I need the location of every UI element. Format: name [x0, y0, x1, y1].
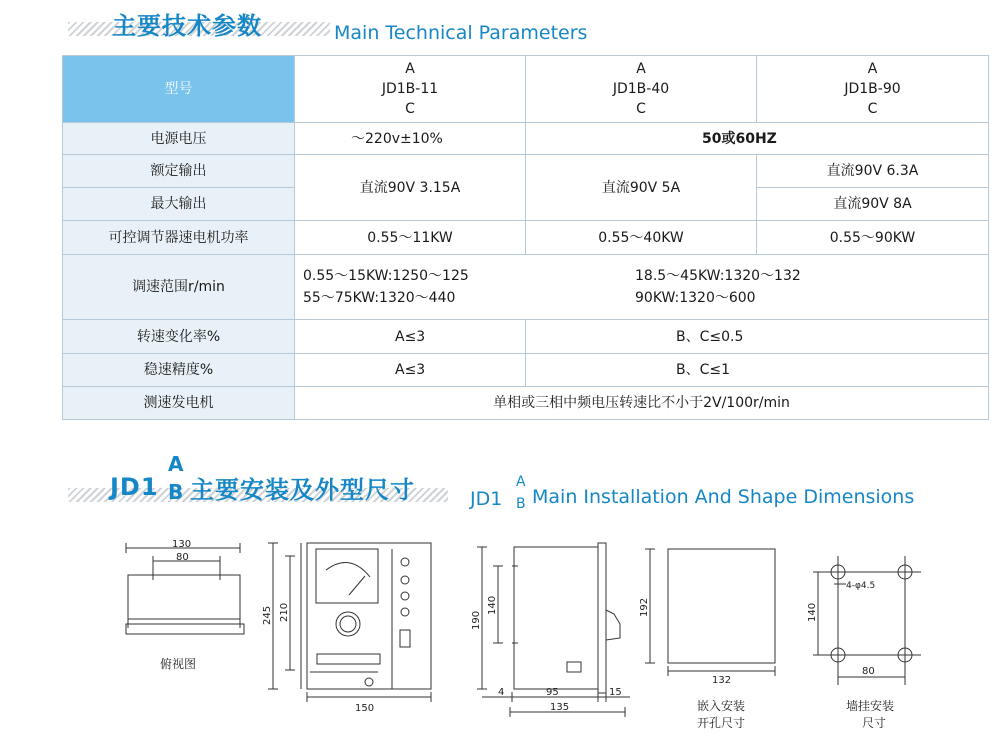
model-name: JD1B-90 [844, 81, 901, 97]
section2-title-en-prefix: JD1 [470, 488, 503, 510]
model-top: A [867, 61, 878, 77]
top-width-outer: 130 [172, 539, 192, 550]
power-frequency-value: 50或60HZ [526, 123, 989, 155]
motor-power-label: 可控调节器速电机功率 [63, 221, 295, 255]
motor-power-value: 0.55～11KW [295, 221, 526, 255]
section2-title-cn: 主要安装及外型尺寸 [190, 476, 415, 504]
model-bottom: C [867, 101, 878, 117]
section2-sub-bottom: B [168, 480, 185, 504]
max-output-label: 最大输出 [63, 188, 295, 221]
wall-width: 80 [862, 666, 875, 677]
model-cell [295, 56, 526, 123]
top-width-inner: 80 [176, 552, 189, 563]
model-top: A [405, 61, 415, 77]
front-height-inner: 210 [279, 602, 290, 622]
front-height-outer: 245 [262, 605, 273, 625]
top-view-caption: 俯视图 [160, 657, 197, 671]
tacho-generator-label: 测速发电机 [63, 387, 295, 420]
model-cell [526, 56, 757, 123]
wall-caption-1: 墙挂安装 [846, 699, 895, 713]
side-height-inner: 140 [487, 595, 498, 615]
wall-height: 140 [807, 602, 818, 622]
model-name: JD1B-11 [381, 81, 439, 97]
rated-output-jd1b90: 直流90V 6.3A [757, 155, 989, 188]
model-top: A [636, 61, 646, 77]
speed-line: 90KW:1320～600 [635, 290, 756, 306]
cutout-height: 192 [639, 597, 650, 617]
table-row [63, 320, 989, 354]
table-row [63, 354, 989, 387]
section1-title-en: Main Technical Parameters [334, 22, 588, 44]
section2-sub-top-en: A [516, 474, 526, 490]
side-dim-95: 95 [546, 687, 559, 698]
section2-title-prefix: JD1 [110, 473, 159, 501]
model-bottom: C [405, 101, 415, 117]
table-row [63, 221, 989, 255]
motor-power-value: 0.55～40KW [526, 221, 757, 255]
table-row [63, 155, 989, 188]
speed-precision-a: A≤3 [295, 354, 526, 387]
output-jd1b11: 直流90V 3.15A [295, 155, 526, 221]
side-dim-15: 15 [609, 687, 622, 698]
rated-output-label: 额定输出 [63, 155, 295, 188]
front-view-drawing [262, 543, 431, 714]
speed-line: 18.5～45KW:1320～132 [635, 268, 801, 284]
section2-sub-top: A [168, 452, 185, 476]
cutout-caption-1: 嵌入安装 [697, 699, 746, 713]
speed-precision-bc: B、C≤1 [526, 354, 989, 387]
output-jd1b40: 直流90V 5A [526, 155, 757, 221]
speed-variation-a: A≤3 [295, 320, 526, 354]
speed-variation-label: 转速变化率% [63, 320, 295, 354]
speed-variation-bc: B、C≤0.5 [526, 320, 989, 354]
wall-mount-drawing [807, 556, 921, 730]
parameter-table [62, 55, 989, 420]
motor-power-value: 0.55～90KW [757, 221, 989, 255]
speed-range-label: 调速范围r/min [63, 255, 295, 320]
power-label: 电源电压 [63, 123, 295, 155]
power-voltage-value: ～220v±10% [295, 123, 526, 155]
section2-sub-bottom-en: B [516, 496, 526, 512]
top-view-drawing [126, 539, 244, 671]
dimension-drawings [0, 525, 998, 746]
speed-range-value [295, 255, 989, 320]
model-header-label: 型号 [63, 56, 295, 123]
table-row [63, 255, 989, 320]
table-row [63, 56, 989, 123]
side-dim-4: 4 [498, 687, 505, 698]
section1-title-cn: 主要技术参数 [112, 12, 262, 40]
model-name: JD1B-40 [612, 81, 670, 97]
side-dim-total: 135 [550, 702, 570, 713]
wall-caption-2: 尺寸 [862, 716, 887, 730]
panel-cutout-drawing [639, 549, 775, 730]
table-row [63, 387, 989, 420]
front-width: 150 [355, 703, 375, 714]
side-height-outer: 190 [471, 610, 482, 630]
max-output-jd1b90: 直流90V 8A [757, 188, 989, 221]
speed-line: 55～75KW:1320～440 [303, 290, 456, 306]
speed-line: 0.55～15KW:1250～125 [303, 268, 469, 284]
model-bottom: C [636, 101, 646, 117]
section2-title-en: Main Installation And Shape Dimensions [532, 486, 915, 508]
cutout-caption-2: 开孔尺寸 [697, 716, 746, 730]
side-view-drawing [471, 543, 630, 717]
cutout-width: 132 [712, 675, 732, 686]
model-cell [757, 56, 989, 123]
tacho-generator-value: 单相或三相中频电压转速比不小于2V/100r/min [295, 387, 989, 420]
hole-diameter: 4-φ4.5 [846, 581, 876, 591]
speed-precision-label: 稳速精度% [63, 354, 295, 387]
table-row [63, 123, 989, 155]
